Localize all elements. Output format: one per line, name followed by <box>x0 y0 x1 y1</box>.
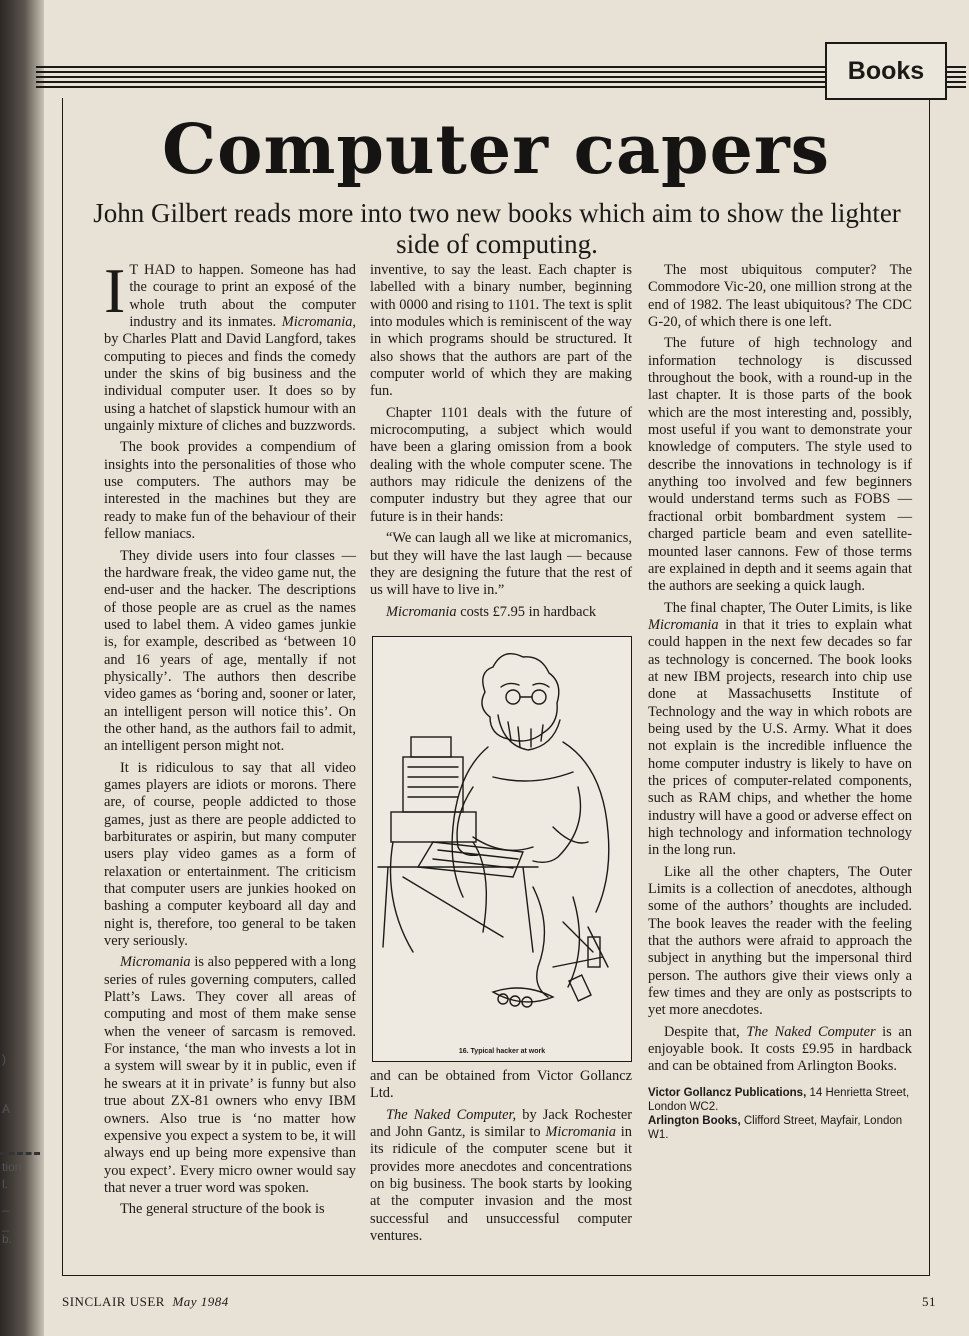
hacker-drawing-icon <box>373 637 631 1047</box>
paragraph: The most ubiquitous computer? The Commodore Vic-20, one million strong at the end of 1982. The least ubiquitous? The CDC G-20, of which there is one left. <box>648 262 912 331</box>
paragraph: The book provides a compendium of insights into the personalities of those who use computers. The authors may be interested in the machines but they are ready to make fun of the behaviour of their fellow maniacs. <box>104 439 356 543</box>
paragraph: inventive, to say the least. Each chapter is labelled with a binary number, beginning with 0000 and rising to 1101. The text is split into modules which is reminiscent of the way in which programs should be structured. It also shows that the authors are part of the computer world of which they are making fun. <box>370 262 632 400</box>
paragraph <box>648 1024 912 1076</box>
section-tag: Books <box>825 42 947 100</box>
binding-fragment: ) <box>2 1052 6 1066</box>
book-title: Micromania <box>386 603 457 620</box>
text-run: The final chapter, The Outer Limits, is like <box>664 599 912 616</box>
publisher-address: 14 Henrietta Street, London WC2. <box>648 1086 910 1113</box>
column-1 <box>104 255 356 1223</box>
binding-fragment: _ <box>2 1218 9 1232</box>
publisher-address: Clifford Street, Mayfair, London W1. <box>648 1114 903 1141</box>
book-title: Micromania, <box>281 314 356 331</box>
paragraph: It is ridiculous to say that all video games players are idiots or morons. There are, of course, people addicted to those games, just as there are people addicted to barbiturates or aspirin, but many computer users play video games as a form of relaxation or entertainment. The criticism that computer users are junkies hooked on bashing a computer keyboard all day and night is, therefore, too general to be taken very seriously. <box>104 759 356 950</box>
column-2-continued <box>370 1068 632 1249</box>
paragraph: and can be obtained from Victor Gollancz Ltd. <box>370 1068 632 1102</box>
paragraph: The general structure of the book is <box>120 1201 325 1218</box>
publisher-name: Arlington Books, <box>648 1114 741 1127</box>
magazine-name: SINCLAIR USER <box>62 1294 165 1309</box>
paragraph: “We can laugh all we like at micromanics, but they will have the last laugh — because they are designing the future that the rest of us will have to live in.” <box>370 530 632 599</box>
publisher-info <box>648 1086 912 1142</box>
text-run: T HAD to happen. Someone has had the courage to print an exposé of the whole truth about the computer industry and its inmates. <box>129 262 356 331</box>
text-run: in that it tries to explain what could happen in the next few decades so far as technology is concerned. The book looks at new IBM projects, research into chip use done at Massachusetts Institute of Technology and the way in which robots are being used by the U.S. Army. What it does not explain is the incredible influence the home computer industry is likely to have on the prices of computer-related components, such as RAM chips, and whether the home industry will have a good or adverse effect on high technology and information technology in the long run. <box>648 616 912 859</box>
publisher-entry <box>648 1086 912 1114</box>
illustration-caption: 16. Typical hacker at work <box>458 1048 546 1055</box>
paragraph <box>104 954 356 1197</box>
book-title: Micromania <box>120 954 191 971</box>
page-number: 51 <box>922 1294 936 1309</box>
publisher-name: Victor Gollancz Publications, <box>648 1086 807 1099</box>
paragraph <box>648 600 912 860</box>
text-run: is also peppered with a long series of rules governing computers, called Platt’s Laws. They cover all areas of computing and most of them make sense when the veneer of sarcasm is removed. For instance, ‘the man who invests a lot in a system will swear by it in public, even if he swears at it in private’ is funny but also true about ZX-81 owners who envy IBM owners. Also true is ‘no matter how expensive you expect a system to be, it will always end up being more expensive than you expect’. Every micro owner would say that never a truer word was spoken. <box>104 954 356 1196</box>
column-2 <box>370 262 632 625</box>
book-title: Micromania <box>648 616 719 633</box>
binding-shadow <box>0 0 44 1336</box>
book-title: Micromania <box>545 1124 617 1141</box>
binding-fragment: A <box>2 1102 11 1116</box>
text-run: by Charles Platt and David Langford, takes computing to pieces and finds the comedy under the skins of big business and the individual computer user. It does so by using a hatchet of slapstick humour with an ungainly mixture of cliches and buzzwords. <box>104 331 356 435</box>
footer-masthead <box>62 1294 229 1310</box>
hacker-illustration <box>372 636 632 1062</box>
paragraph <box>370 604 632 621</box>
paragraph <box>104 255 356 435</box>
binding-dash <box>0 1152 40 1155</box>
headline: Computer capers <box>162 110 830 190</box>
column-3 <box>648 262 912 1142</box>
standfirst: John Gilbert reads more into two new books which aim to show the lighter side of computing. <box>93 198 901 259</box>
paragraph: Like all the other chapters, The Outer Limits is a collection of anecdotes, although some of the authors’ thoughts are included. The book leaves the reader with the feeling that the authors were afraid to approach the subject in anything but the impersonal third person. The authors give their views only a few times and they are only as postscripts to yet more anecdotes. <box>648 863 912 1019</box>
text-run: is an enjoyable book. It costs £9.95 in hardback and can be obtained from Arlington Books. <box>648 1023 912 1075</box>
publisher-entry <box>648 1114 912 1142</box>
book-title: The Naked Computer <box>746 1023 876 1040</box>
paragraph: Chapter 1101 deals with the future of microcomputing, a subject which would have been a glaring omission from a book dealing with the whole computer scene. The authors may ridicule the denizens of the computer industry but they agree that our future is in their hands: <box>370 404 632 525</box>
binding-fragment: _ <box>2 1198 9 1212</box>
paragraph: They divide users into four classes — the hardware freak, the video game nut, the end-user and the hacker. The descriptions of those people are as cruel as the names used to label them. A video games junkie is, for example, described as ‘between 10 and 16 years of age, mentally if not physically’. The authors then describe video games as ‘boring and, sooner or later, an intelligent person will notice this’. On the other hand, as the authors fail to admit, an intelligent person might not. <box>104 547 356 755</box>
binding-fragment: b. <box>2 1232 13 1246</box>
text-run: in its ridicule of the computer scene but it provides more anecdotes and concentrations on big business. The book starts by looking at the computer invasion and the most successful and unsuccessful computer ventures. <box>370 1124 632 1245</box>
binding-fragment: tion <box>2 1160 22 1174</box>
text-run: by Jack Rochester and John Gantz, is similar to <box>370 1106 633 1141</box>
drop-cap: I <box>104 255 126 326</box>
text-run: costs £7.95 in hardback <box>456 603 597 620</box>
issue-date: May 1984 <box>172 1294 229 1309</box>
text-run: Despite that, <box>664 1023 747 1040</box>
paragraph <box>370 1107 632 1246</box>
paragraph: The future of high technology and information technology is discussed throughout the book, with a round-up in the last chapter. It is those parts of the book which are the most interesting and, possibly, most useful if you want to demonstrate your knowledge of computers. The style used to describe the innovations in technology is if anything too involved and few beginners would understand terms such as FOBS — fractional orbit bombardment system — charged particle beam and even satellite-mounted laser cannons. Few of those terms are explained in depth and it seems again that the authors are seeking a quick laugh. <box>648 335 912 595</box>
book-title: The Naked Computer, <box>386 1106 517 1123</box>
binding-fragment: l. <box>2 1177 8 1191</box>
